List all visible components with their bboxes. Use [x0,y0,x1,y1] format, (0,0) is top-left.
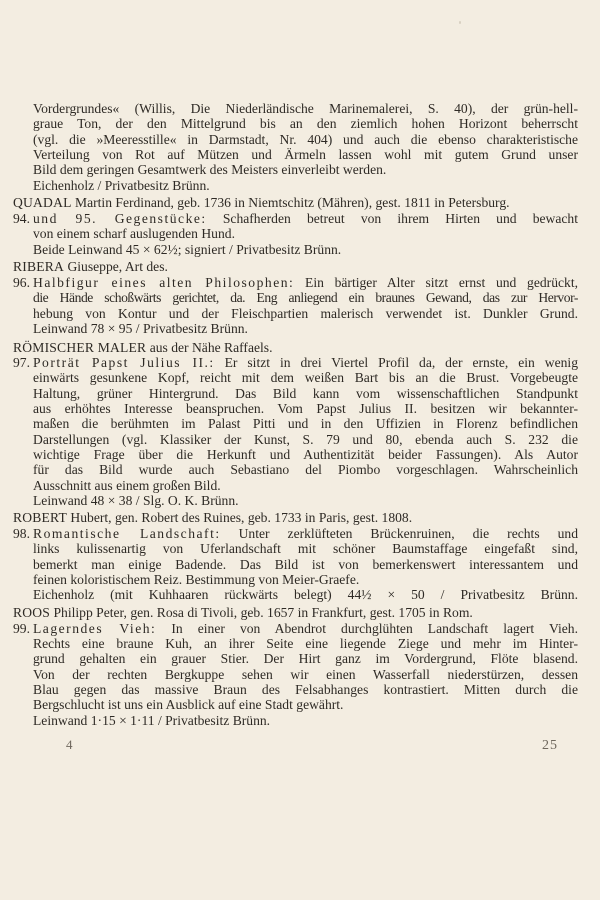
entry-line: feinen koloristischem Reiz. Bestimmung von Meier-Graefe. [33,572,360,587]
continuation-line: (vgl. die »Meeresstille« in Darmstadt, Nr. 404) und auch die ebenso charakteristische [33,132,578,147]
artist-heading [13,259,578,275]
continuation-line: Bild dem geringen Gesamtwerk des Meisters einverleibt werden. [33,162,387,177]
artist-name: RIBERA [13,259,65,274]
artist-details: Philipp Peter, gen. Rosa di Tivoli, geb. 1657 in Frankfurt, gest. 1705 in Rom. [50,605,473,620]
artist-heading [13,605,578,621]
catalog-number: 94. [13,211,30,226]
entry-line: wichtige Frage über die Herkunft und Authentizität beider Fassungen). Als Autor [33,447,578,462]
entry-title: Lagerndes Vieh: [33,621,157,636]
entry-line: Ausschnitt aus einem großen Bild. [33,478,221,493]
entry-first-line [13,621,578,637]
entry-title: und 95. Gegenstücke: [33,211,207,226]
entry-line: Blau gegen das massive Braun des Felsabhanges kontrastiert. Mitten durch die [33,682,578,697]
entry-line: hebung von Kontur und der Fleischpartien malerisch verwendet ist. Dunkler Grund. [33,306,578,321]
entry-title: Romantische Landschaft: [33,526,221,541]
artist-heading [13,195,578,211]
entry-line: Rechts eine braune Kuh, an ihrer Seite eine liegende Ziege und mehr im Hinter- [33,636,578,651]
entry-title: Halbfigur eines alten Philosophen: [33,275,295,290]
entry-text: Unter zerklüfteten Brückenruinen, die rechts und [220,526,578,541]
entry-line: grund gehalten ein grauer Stier. Der Hirt ganz im Vordergrund, Flöte blasend. [33,651,578,666]
entry-line: einwärts gesunkene Kopf, reicht mit dem weißen Bart bis an die Brust. Vorgebeugte [33,370,578,385]
entry-line: Haltung, grüner Hintergrund. Das Bild kann vom wissenschaftlichen Standpunkt [33,386,578,401]
entry-line: die Hände schoßwärts gerichtet, da. Eng anliegend ein braunes Gewand, das zur Hervor- [33,290,578,305]
entry-text: Er sitzt in drei Viertel Profil da, der ernste, ein wenig [214,355,578,370]
artist-details: Giuseppe, Art des. [64,259,168,274]
entry-first-line [13,275,578,291]
entry-line: Bergschlucht ist uns ein Ausblick auf eine Stadt gewährt. [33,697,344,712]
artist-details: aus der Nähe Raffaels. [146,340,273,355]
entry-line: bemerkt man einige Badende. Das Bild ist von bemerkenswert interessantem und [33,557,578,572]
entry-text: Schafherden betreut von ihrem Hirten und bewacht [206,211,578,226]
artist-heading [13,510,578,526]
signature-mark: 4 [66,737,73,752]
continuation-line: Eichenholz / Privatbesitz Brünn. [33,178,210,193]
entry-title: Porträt Papst Julius II.: [33,355,215,370]
artist-name: QUADAL [13,195,72,210]
catalog-number: 98. [13,526,30,541]
entry-medium-line: Beide Leinwand 45 × 62½; signiert / Privatbesitz Brünn. [33,242,342,257]
catalog-number: 99. [13,621,30,636]
entry-medium-line: Eichenholz (mit Kuhhaaren rückwärts belegt) 44½ × 50 / Privatbesitz Brünn. [33,587,578,602]
entry-text: In einer von Abendrot durchglühten Landschaft lagert Vieh. [156,621,579,636]
catalog-number: 96. [13,275,30,290]
artist-name: RÖMISCHER MALER [13,340,147,355]
continuation-line: Verteilung von Rot auf Mützen und Ärmeln lassen wohl mit gutem Grund unser [33,147,578,162]
artist-details: Hubert, gen. Robert des Ruines, geb. 1733 in Paris, gest. 1808. [67,510,413,525]
entry-line: Darstellungen (vgl. Klassiker der Kunst, S. 79 und 80, ebenda auch S. 232 die [33,432,578,447]
entry-line: von einem scharf auslugenden Hund. [33,226,235,241]
entry-medium-line: Leinwand 78 × 95 / Privatbesitz Brünn. [33,321,248,336]
entry-line: links kulissenartig von Uferlandschaft mit schöner Baumstaffage eingefaßt sind, [33,541,578,556]
entry-first-line [13,355,578,371]
entry-line: aus erhöhtes Interesse beanspruchen. Vom Papst Julius II. besitzen wir bekannter- [33,401,578,416]
artist-heading [13,340,578,356]
entry-medium-line: Leinwand 1·15 × 1·11 / Privatbesitz Brünn. [33,713,271,728]
continuation-line: graue Ton, der den Mittelgrund bis an den ziemlich hohen Horizont beherrscht [33,116,578,131]
entry-line: für das Bild wurde auch Sebastiano del Piombo vorgeschlagen. Wahrscheinlich [33,462,578,477]
page-number: 25 [542,738,558,753]
entry-text: Ein bärtiger Alter sitzt ernst und gedrückt, [294,275,578,290]
entry-line: maßen die berühmten im Palast Pitti und in den Uffizien in Florenz befindlichen [33,416,578,431]
paper-speck [459,21,461,24]
entry-line: Von der rechten Bergkuppe sehen wir einen Wasserfall niederstürzen, dessen [33,667,578,682]
entry-first-line [13,526,578,542]
entry-medium-line: Leinwand 48 × 38 / Slg. O. K. Brünn. [33,493,239,508]
catalog-number: 97. [13,355,30,370]
artist-details: Martin Ferdinand, geb. 1736 in Niemtschitz (Mähren), gest. 1811 in Petersburg. [71,195,510,210]
artist-name: ROOS [13,605,51,620]
entry-first-line [13,211,578,227]
artist-name: ROBERT [13,510,68,525]
continuation-line: Vordergrundes« (Willis, Die Niederländische Marinemalerei, S. 40), der grün-hell- [33,101,578,116]
